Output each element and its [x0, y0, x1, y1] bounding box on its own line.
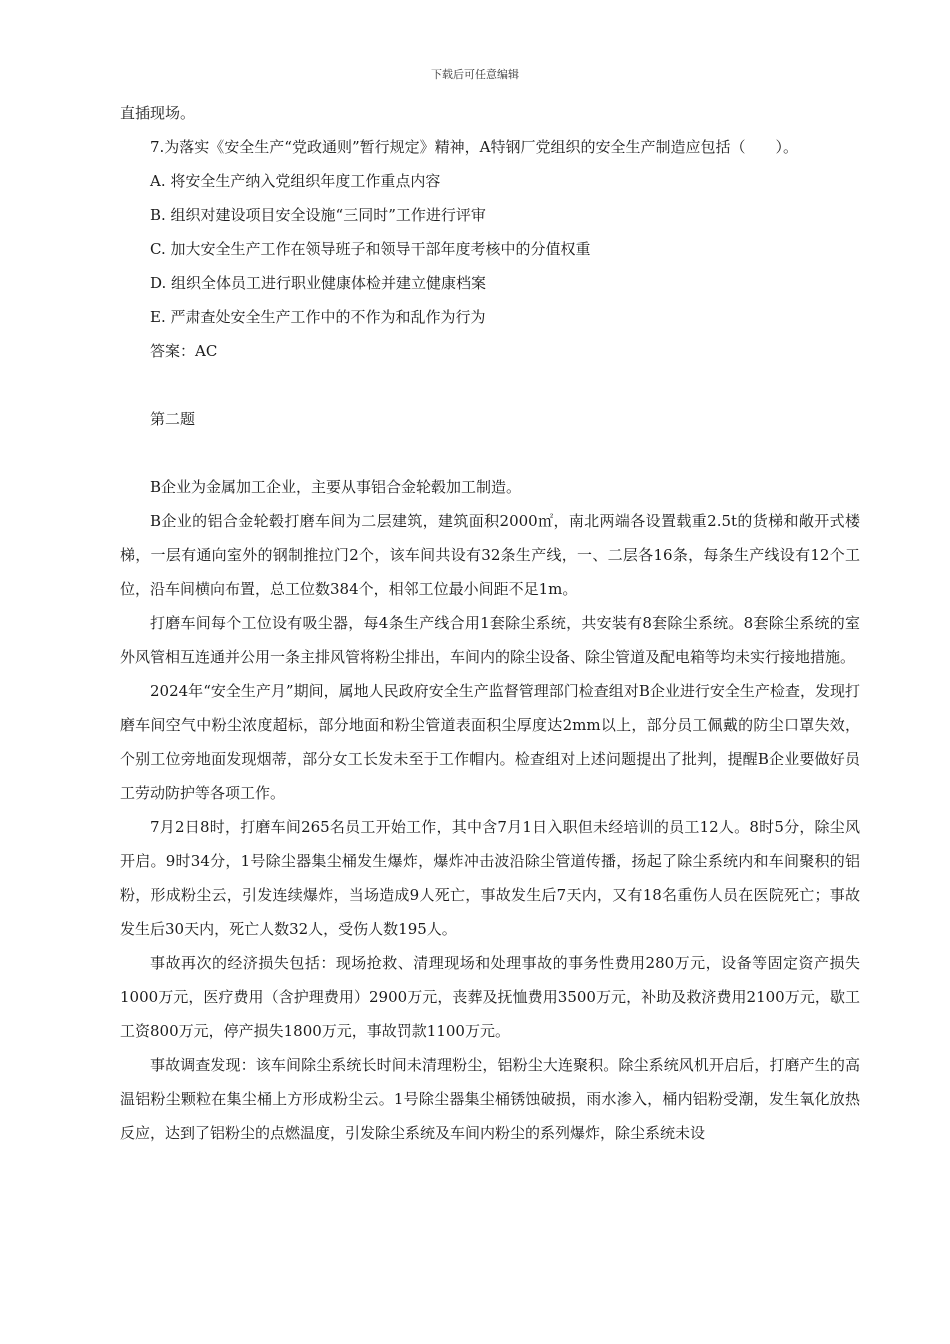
paragraph: 事故再次的经济损失包括：现场抢救、清理现场和处理事故的事务性费用280万元，设备等固定资产损失1000万元，医疗费用（含护理费用）2900万元，丧葬及抚恤费用3500万元，补助及救济费用2100万元，歇工工资800万元，停产损失1800万元，事故罚款1100万元。 — [120, 954, 860, 1040]
document-body — [120, 96, 860, 1150]
question-stem: 7.为落实《安全生产“党政通则”暂行规定》精神，A特钢厂党组织的安全生产制造应包括（ ）。 — [150, 138, 798, 156]
paragraph: B企业的铝合金轮毂打磨车间为二层建筑，建筑面积2000㎡，南北两端各设置载重2.5t的货梯和敞开式楼梯，一层有通向室外的钢制推拉门2个，该车间共设有32条生产线，一、二层各16条，每条生产线设有12个工位，沿车间横向布置，总工位数384个，相邻工位最小间距不足1m。 — [120, 512, 860, 598]
option-a: A. 将安全生产纳入党组织年度工作重点内容 — [150, 172, 441, 190]
continuation-text: 直插现场。 — [120, 104, 196, 122]
paragraph: 事故调查发现：该车间除尘系统长时间未清理粉尘，铝粉尘大连聚积。除尘系统风机开启后，打磨产生的高温铝粉尘颗粒在集尘桶上方形成粉尘云。1号除尘器集尘桶锈蚀破损，雨水渗入，桶内铝粉受潮，发生氧化放热反应，达到了铝粉尘的点燃温度，引发除尘系统及车间内粉尘的系列爆炸，除尘系统未设 — [120, 1056, 860, 1142]
paragraph: 2024年“安全生产月”期间，属地人民政府安全生产监督管理部门检查组对B企业进行安全生产检查，发现打磨车间空气中粉尘浓度超标，部分地面和粉尘管道表面积尘厚度达2mm以上，部分员工佩戴的防尘口罩失效，个别工位旁地面发现烟蒂，部分女工长发未至于工作帽内。检查组对上述问题提出了批判，提醒B企业要做好员工劳动防护等各项工作。 — [120, 682, 860, 802]
option-e: E. 严肃查处安全生产工作中的不作为和乱作为行为 — [150, 308, 486, 326]
option-b: B. 组织对建设项目安全设施“三同时”工作进行评审 — [150, 206, 486, 224]
paragraph: 7月2日8时，打磨车间265名员工开始工作，其中含7月1日入职但未经培训的员工12人。8时5分，除尘风开启。9时34分，1号除尘器集尘桶发生爆炸，爆炸冲击波沿除尘管道传播，扬起了除尘系统内和车间聚积的铝粉，形成粉尘云，引发连续爆炸，当场造成9人死亡，事故发生后7天内，又有18名重伤人员在医院死亡；事故发生后30天内，死亡人数32人，受伤人数195人。 — [120, 818, 860, 938]
answer-line: 答案：AC — [150, 342, 218, 360]
page-header-note: 下载后可任意编辑 — [431, 68, 519, 81]
option-d: D. 组织全体员工进行职业健康体检并建立健康档案 — [150, 274, 487, 292]
option-c: C. 加大安全生产工作在领导班子和领导干部年度考核中的分值权重 — [150, 240, 591, 258]
paragraph: 打磨车间每个工位设有吸尘器，每4条生产线合用1套除尘系统，共安装有8套除尘系统。8套除尘系统的室外风管相互连通并公用一条主排风管将粉尘排出，车间内的除尘设备、除尘管道及配电箱等均未实行接地措施。 — [120, 614, 860, 666]
section-title: 第二题 — [150, 410, 196, 428]
paragraph: B企业为金属加工企业，主要从事铝合金轮毂加工制造。 — [150, 478, 522, 496]
